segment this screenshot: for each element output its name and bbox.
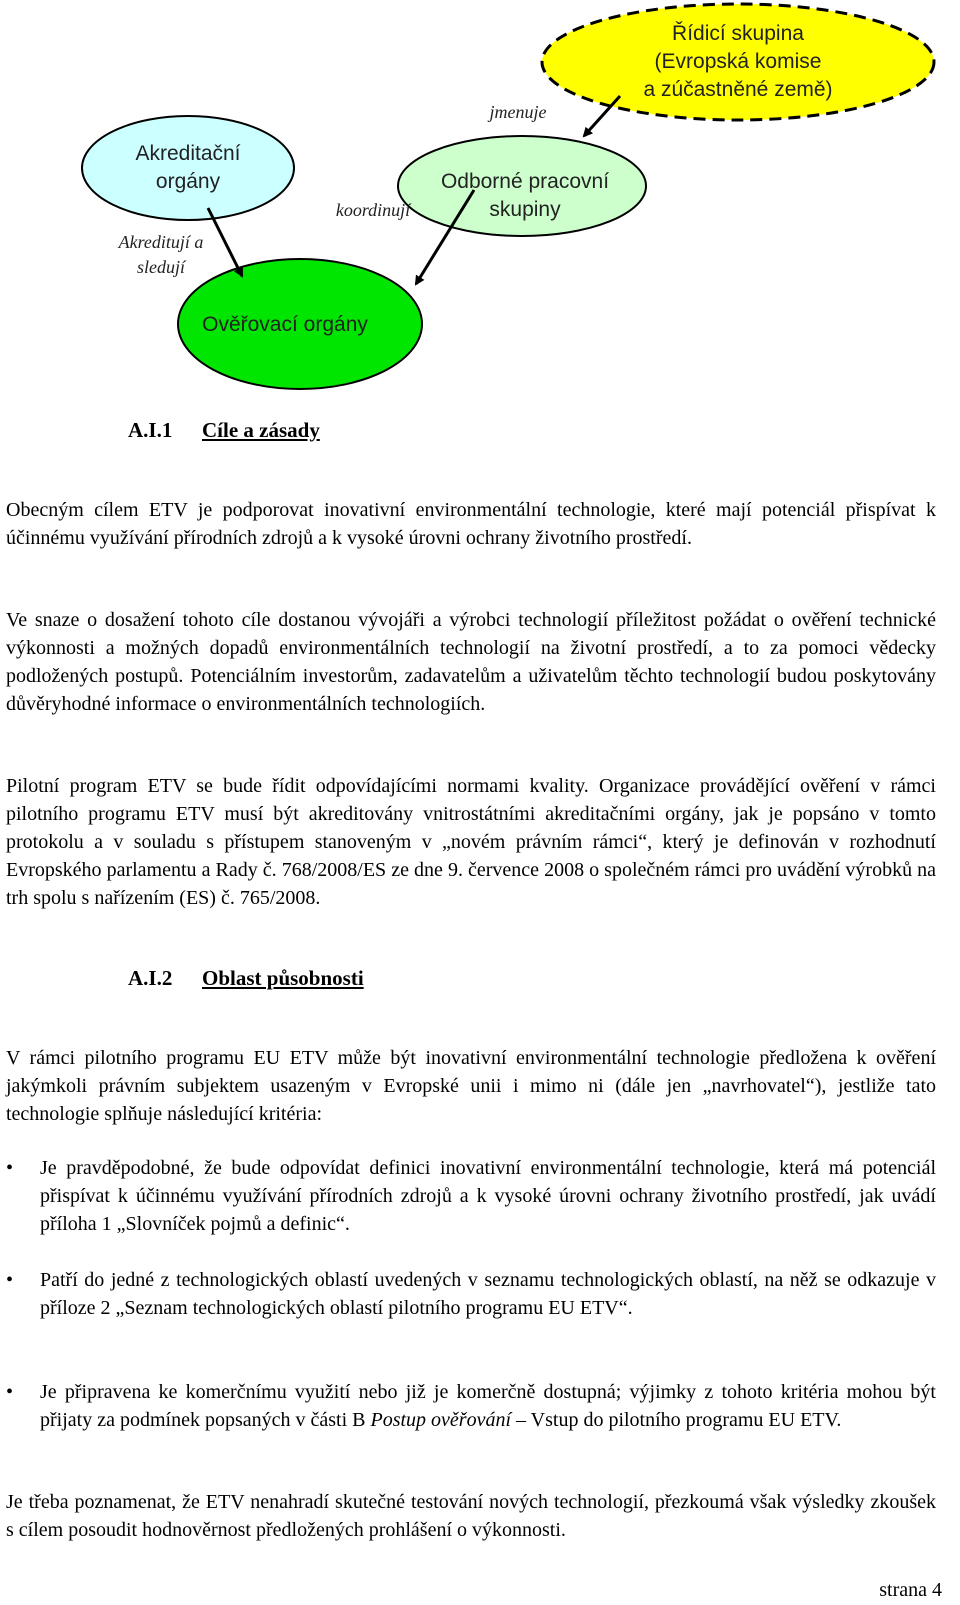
list-item-text: Je pravděpodobné, že bude odpovídat definici inovativní environmentální technologie, která má potenciál přispívat k účinnému využívání přírodních zdrojů a k vysoké úrovni ochrany životního prostředí, jak uvádí příloha 1 „Slovníček pojmů a definic“. bbox=[40, 1157, 936, 1235]
section-number: A.I.1 bbox=[128, 418, 173, 442]
steering-group-label: Řídicí skupina (Evropská komise a zúčastněné země) bbox=[643, 22, 833, 101]
page-number: strana 4 bbox=[879, 1579, 942, 1601]
paragraph: V rámci pilotního programu EU ETV může být inovativní environmentální technologie předložena k ověření jakýmkoli právním subjektem usazeným v Evropské unii i mimo ni (dále jen „navrhovatel“), jestliže tato technologie splňuje následující kritéria: bbox=[6, 1047, 936, 1125]
list-item-text-part: – Vstup do pilotního programu EU ETV. bbox=[511, 1409, 842, 1431]
bullet-icon: • bbox=[6, 1381, 14, 1403]
list-item-text-part: Je připravena ke komerčnímu využití nebo již je komerčně dostupná; výjimky z tohoto kritéria mohou být přijaty za podmínek popsaných v části B bbox=[40, 1381, 936, 1431]
list-item-text bbox=[40, 1378, 936, 1434]
paragraph: Obecným cílem ETV je podporovat inovativní environmentální technologie, které mají potenciál přispívat k účinnému využívání přírodních zdrojů a k vysoké úrovni ochrany životního prostředí. bbox=[6, 499, 936, 549]
working-groups-label: Odborné pracovní skupiny bbox=[440, 170, 610, 221]
section-heading-scope bbox=[128, 966, 364, 991]
accreditation-bodies-label: Akreditační orgány bbox=[135, 142, 241, 193]
bullet-icon: • bbox=[6, 1269, 14, 1291]
coordinate-edge-label: koordinují bbox=[335, 200, 411, 220]
list-item-text: Patří do jedné z technologických oblastí uvedených v seznamu technologických oblastí, na něž se odkazuje v příloze 2 „Seznam technologických oblastí pilotního programu EU ETV“. bbox=[40, 1269, 936, 1319]
paragraph: Ve snaze o dosažení tohoto cíle dostanou vývojáři a výrobci technologií příležitost požádat o ověření technické výkonnosti a možných dopadů environmentálních technologií na životní prostředí, a to za pomoci vědecky podložených postupů. Potenciálním investorům, zadavatelům a uživatelům těchto technologií budou poskytovány důvěryhodné informace o environmentálních technologiích. bbox=[6, 609, 936, 715]
paragraph: Je třeba poznamenat, že ETV nenahradí skutečné testování nových technologií, přezkoumá však výsledky zkoušek s cílem posoudit hodnověrnost předložených prohlášení o výkonnosti. bbox=[6, 1491, 936, 1541]
section-number: A.I.2 bbox=[128, 966, 173, 990]
bullet-icon: • bbox=[6, 1157, 14, 1179]
verification-bodies-label: Ověřovací orgány bbox=[202, 313, 368, 336]
appoint-edge-label: jmenuje bbox=[489, 102, 547, 122]
list-item-text-emphasis: Postup ověřování bbox=[370, 1409, 512, 1431]
accredit-monitor-edge-label: Akreditují a sledují bbox=[118, 232, 204, 277]
paragraph: Pilotní program ETV se bude řídit odpovídajícími normami kvality. Organizace provádějící ověření v rámci pilotního programu ETV musí být akreditovány vnitrostátními akreditačními orgány, jak je popsáno v tomto protokolu a v souladu s přístupem stanoveným v „novém právním rámci“, který je definován v rozhodnutí Evropského parlamentu a Rady č. 768/2008/ES ze dne 9. července 2008 o společném rámci pro uvádění výrobků na trh spolu s nařízením (ES) č. 765/2008. bbox=[6, 775, 936, 909]
section-title: Cíle a zásady bbox=[202, 418, 320, 442]
section-heading-goals bbox=[128, 418, 320, 443]
section-title: Oblast působnosti bbox=[202, 966, 364, 990]
